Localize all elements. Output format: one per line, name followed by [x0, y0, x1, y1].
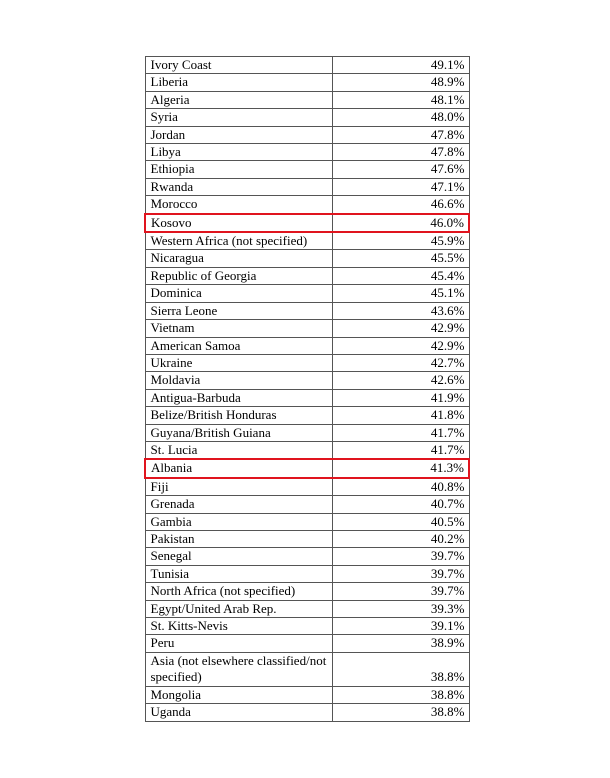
table-row — [145, 232, 469, 250]
value-cell: 48.0% — [333, 109, 470, 126]
country-cell: Peru — [145, 635, 333, 652]
table-row — [145, 178, 469, 195]
value-cell: 48.9% — [333, 74, 470, 91]
value-cell: 42.7% — [333, 354, 470, 371]
country-cell: Asia (not elsewhere classified/not specified) — [145, 652, 333, 686]
value-cell: 41.7% — [333, 424, 470, 441]
country-cell: Ivory Coast — [145, 57, 333, 74]
table-row — [145, 126, 469, 143]
country-cell: Antigua-Barbuda — [145, 389, 333, 406]
country-cell: Senegal — [145, 548, 333, 565]
table-body — [145, 57, 469, 722]
table-row — [145, 478, 469, 496]
table-row — [145, 441, 469, 459]
country-cell: Egypt/United Arab Rep. — [145, 600, 333, 617]
value-cell: 38.9% — [333, 635, 470, 652]
table-row — [145, 618, 469, 635]
table-row — [145, 686, 469, 703]
country-cell: Vietnam — [145, 320, 333, 337]
country-cell: Liberia — [145, 74, 333, 91]
value-cell: 42.9% — [333, 320, 470, 337]
value-cell: 47.6% — [333, 161, 470, 178]
value-cell: 40.5% — [333, 513, 470, 530]
value-cell: 45.9% — [333, 232, 470, 250]
country-cell: Mongolia — [145, 686, 333, 703]
table-row — [145, 424, 469, 441]
country-cell: Republic of Georgia — [145, 267, 333, 284]
value-cell: 47.1% — [333, 178, 470, 195]
table-row — [145, 583, 469, 600]
table-row — [145, 302, 469, 319]
table-row — [145, 496, 469, 513]
value-cell: 41.8% — [333, 407, 470, 424]
value-cell: 40.8% — [333, 478, 470, 496]
value-cell: 45.5% — [333, 250, 470, 267]
country-cell: Dominica — [145, 285, 333, 302]
table-row — [145, 635, 469, 652]
country-cell: Western Africa (not specified) — [145, 232, 333, 250]
table-row — [145, 250, 469, 267]
table-row — [145, 285, 469, 302]
value-cell: 46.0% — [333, 214, 470, 232]
table-row — [145, 652, 469, 686]
country-cell: Gambia — [145, 513, 333, 530]
table-row — [145, 161, 469, 178]
country-cell: Libya — [145, 144, 333, 161]
value-cell: 41.3% — [333, 459, 470, 477]
country-cell: Sierra Leone — [145, 302, 333, 319]
table-row — [145, 144, 469, 161]
country-cell: Morocco — [145, 196, 333, 214]
table-row — [145, 407, 469, 424]
country-cell: Guyana/British Guiana — [145, 424, 333, 441]
value-cell: 39.7% — [333, 548, 470, 565]
value-cell: 49.1% — [333, 57, 470, 74]
value-cell: 38.8% — [333, 686, 470, 703]
table-row — [145, 600, 469, 617]
table-row — [145, 320, 469, 337]
value-cell: 40.2% — [333, 530, 470, 547]
table-row — [145, 372, 469, 389]
value-cell: 45.1% — [333, 285, 470, 302]
country-cell: Ethiopia — [145, 161, 333, 178]
value-cell: 47.8% — [333, 126, 470, 143]
value-cell: 46.6% — [333, 196, 470, 214]
country-cell: Fiji — [145, 478, 333, 496]
table-row — [145, 354, 469, 371]
country-cell: American Samoa — [145, 337, 333, 354]
value-cell: 48.1% — [333, 91, 470, 108]
table-row — [145, 267, 469, 284]
country-cell: Tunisia — [145, 565, 333, 582]
country-cell: Pakistan — [145, 530, 333, 547]
value-cell: 45.4% — [333, 267, 470, 284]
country-cell: Albania — [145, 459, 333, 477]
value-cell: 39.1% — [333, 618, 470, 635]
table-row — [145, 337, 469, 354]
country-cell: Algeria — [145, 91, 333, 108]
value-cell: 43.6% — [333, 302, 470, 319]
value-cell: 47.8% — [333, 144, 470, 161]
country-cell: Rwanda — [145, 178, 333, 195]
table-row-highlighted — [145, 214, 469, 232]
table-row — [145, 389, 469, 406]
table-row — [145, 513, 469, 530]
country-cell: Grenada — [145, 496, 333, 513]
value-cell: 39.3% — [333, 600, 470, 617]
country-cell: St. Kitts-Nevis — [145, 618, 333, 635]
country-cell: Uganda — [145, 704, 333, 721]
value-cell: 38.8% — [333, 704, 470, 721]
value-cell: 42.9% — [333, 337, 470, 354]
value-cell: 39.7% — [333, 565, 470, 582]
table-row — [145, 91, 469, 108]
table-row — [145, 109, 469, 126]
table-row — [145, 530, 469, 547]
country-cell: Ukraine — [145, 354, 333, 371]
table-row — [145, 565, 469, 582]
table-row — [145, 196, 469, 214]
table-row-highlighted — [145, 459, 469, 477]
value-cell: 41.7% — [333, 441, 470, 459]
country-cell: Belize/British Honduras — [145, 407, 333, 424]
value-cell: 38.8% — [333, 652, 470, 686]
value-cell: 40.7% — [333, 496, 470, 513]
table-row — [145, 74, 469, 91]
country-cell: St. Lucia — [145, 441, 333, 459]
data-table — [144, 56, 470, 722]
country-cell: Syria — [145, 109, 333, 126]
value-cell: 42.6% — [333, 372, 470, 389]
value-cell: 41.9% — [333, 389, 470, 406]
table-row — [145, 548, 469, 565]
country-cell: Moldavia — [145, 372, 333, 389]
country-cell: Nicaragua — [145, 250, 333, 267]
value-cell: 39.7% — [333, 583, 470, 600]
table-row — [145, 57, 469, 74]
country-cell: North Africa (not specified) — [145, 583, 333, 600]
country-cell: Kosovo — [145, 214, 333, 232]
table-row — [145, 704, 469, 721]
country-cell: Jordan — [145, 126, 333, 143]
